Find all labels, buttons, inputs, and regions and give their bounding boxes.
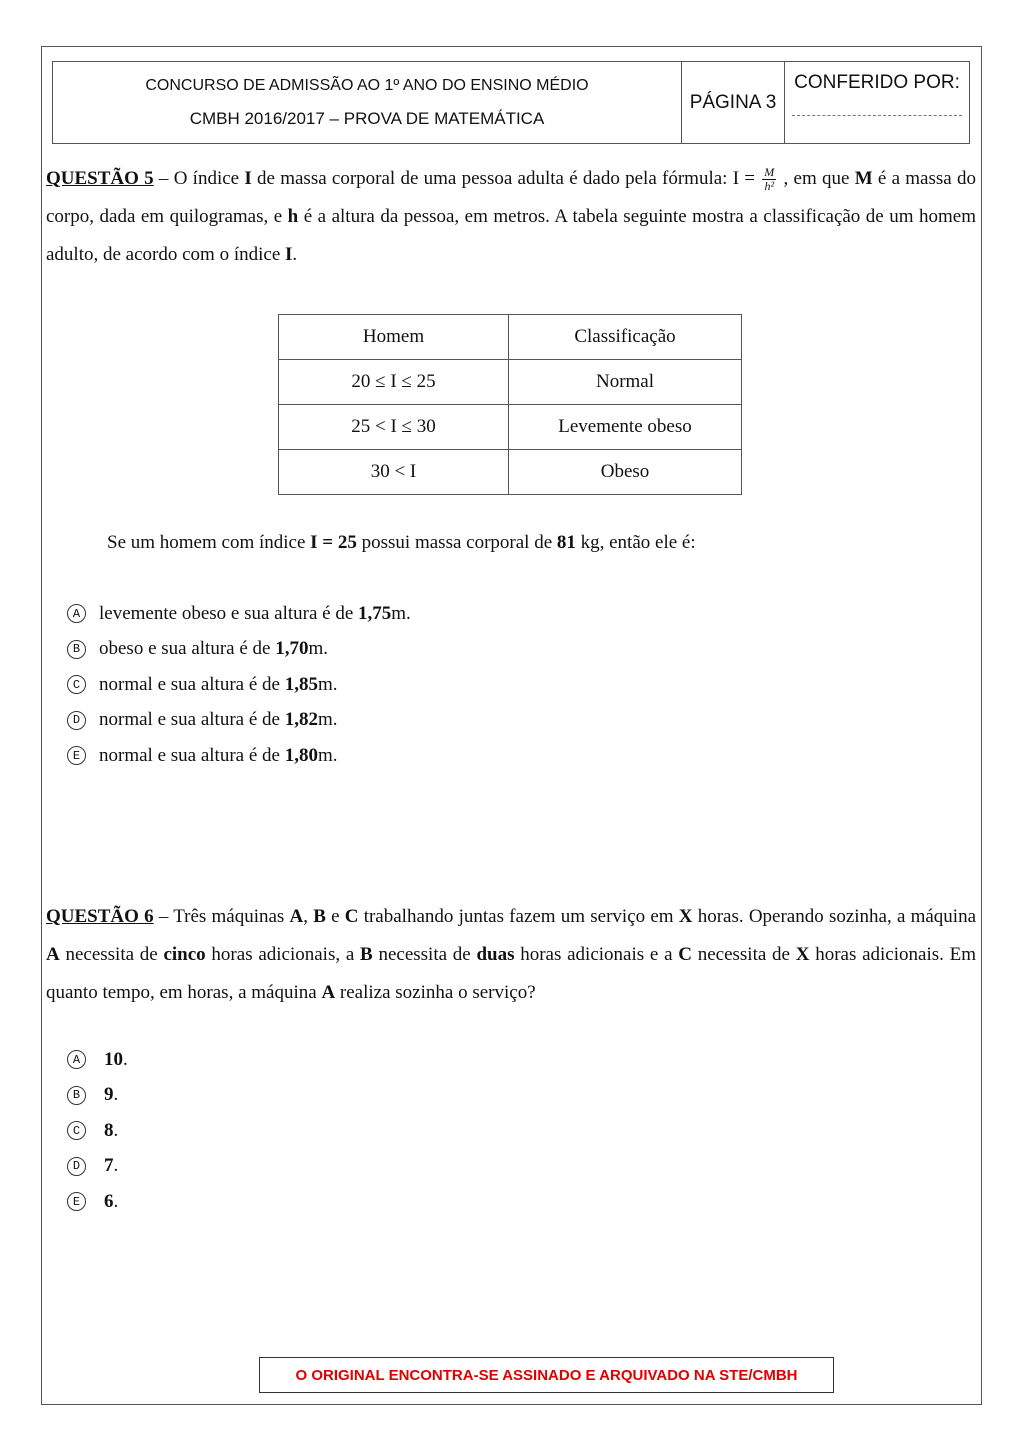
exam-header	[52, 61, 970, 144]
question-6-label: QUESTÃO 6	[46, 906, 154, 927]
table-header: Homem	[279, 315, 509, 360]
table-cell: Levemente obeso	[509, 405, 742, 450]
option-d[interactable]: D 7 .	[67, 1149, 128, 1185]
option-a[interactable]: A 10 .	[67, 1042, 128, 1078]
circled-letter-icon[interactable]: A	[67, 1050, 86, 1069]
circled-letter-icon[interactable]: D	[67, 711, 86, 730]
signature-line	[792, 114, 962, 116]
option-e[interactable]: E normal e sua altura é de 1,80 m.	[67, 738, 411, 774]
table-cell: Normal	[509, 360, 742, 405]
bmi-formula: $\frac{M}{\text{h²}}$	[764, 165, 775, 194]
checked-by-cell	[785, 62, 969, 143]
question-6-body: – Três máquinas A, B e C trabalhando juntas fazem um serviço em X horas. Operando sozinha, a máquina A necessita de cinco horas adicionais, a B necessita de duas horas adicionais e a C necessita de X horas adicionais. Em quanto tempo, em horas, a máquina A realiza sozinha o serviço?	[46, 906, 977, 1003]
table-cell: 20 ≤ I ≤ 25	[279, 360, 509, 405]
circled-letter-icon[interactable]: A	[67, 604, 86, 623]
option-d[interactable]: D normal e sua altura é de 1,82 m.	[67, 703, 411, 739]
option-e[interactable]: E 6 .	[67, 1184, 128, 1220]
checked-by-label: CONFERIDO POR:	[794, 72, 960, 93]
table-cell: Obeso	[509, 450, 742, 495]
question-5-prompt: Se um homem com índice I = 25 possui massa corporal de 81 kg, então ele é:	[107, 532, 696, 553]
table-header-row	[279, 315, 742, 360]
question-6-options	[67, 1042, 128, 1220]
header-line-1: CONCURSO DE ADMISSÃO AO 1º ANO DO ENSINO MÉDIO	[145, 76, 589, 94]
option-b[interactable]: B 9 .	[67, 1078, 128, 1114]
table-row	[279, 360, 742, 405]
question-5-label: QUESTÃO 5	[46, 168, 154, 189]
bmi-classification-table	[278, 314, 742, 495]
table-cell: 25 < I ≤ 30	[279, 405, 509, 450]
question-6-statement	[46, 898, 976, 1012]
table-row	[279, 450, 742, 495]
option-c[interactable]: C normal e sua altura é de 1,85 m.	[67, 667, 411, 703]
circled-letter-icon[interactable]: D	[67, 1157, 86, 1176]
table-header: Classificação	[509, 315, 742, 360]
header-title-cell	[53, 62, 682, 143]
question-5-options	[67, 596, 411, 774]
circled-letter-icon[interactable]: B	[67, 640, 86, 659]
option-b[interactable]: B obeso e sua altura é de 1,70 m.	[67, 632, 411, 668]
circled-letter-icon[interactable]: B	[67, 1086, 86, 1105]
archive-notice: O ORIGINAL ENCONTRA-SE ASSINADO E ARQUIVADO NA STE/CMBH	[259, 1357, 834, 1393]
page-number: PÁGINA 3	[682, 62, 785, 143]
circled-letter-icon[interactable]: E	[67, 1192, 86, 1211]
table-row	[279, 405, 742, 450]
option-a[interactable]: A levemente obeso e sua altura é de 1,75 m.	[67, 596, 411, 632]
question-5-statement: QUESTÃO 5 – O índice I de massa corporal de uma pessoa adulta é dado pela fórmula: I = $\frac{M}{\text{h²}}$ , em que M é a massa do corpo, dada em quilogramas, e h é a altura da pessoa, em metros. A tabela seguinte mostra a classificação de um homem adulto, de acordo com o índice I.	[46, 165, 976, 265]
circled-letter-icon[interactable]: E	[67, 746, 86, 765]
circled-letter-icon[interactable]: C	[67, 1121, 86, 1140]
table-cell: 30 < I	[279, 450, 509, 495]
circled-letter-icon[interactable]: C	[67, 675, 86, 694]
option-c[interactable]: C 8 .	[67, 1113, 128, 1149]
header-line-2: CMBH 2016/2017 – PROVA DE MATEMÁTICA	[189, 108, 545, 128]
